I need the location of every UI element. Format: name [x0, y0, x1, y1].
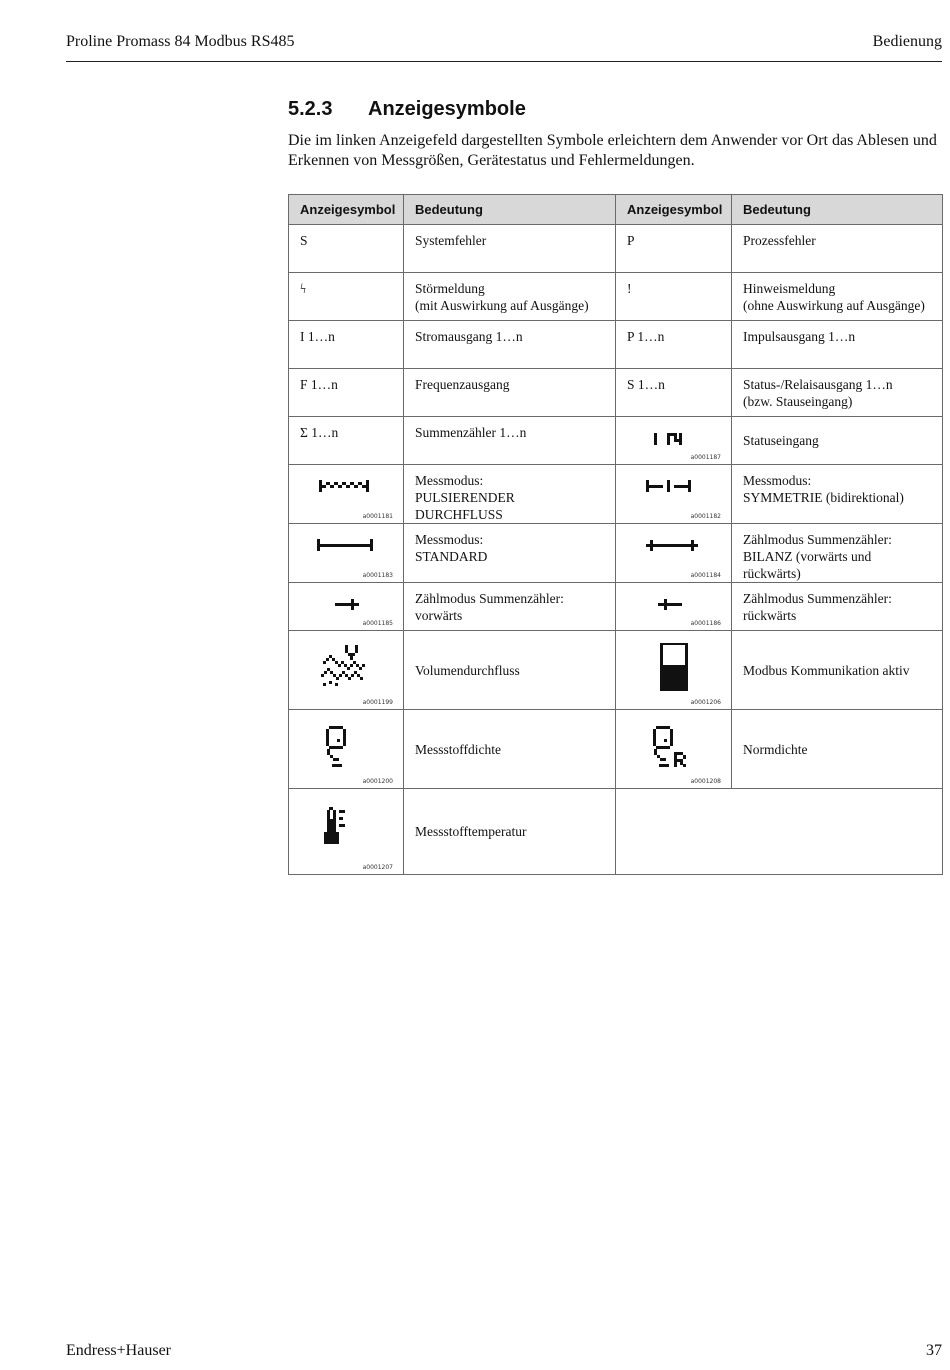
symmetry-icon [642, 474, 702, 500]
meaning-value: rückwärts [743, 608, 797, 623]
symbol-icon-cell [289, 465, 404, 524]
column-header: Bedeutung [732, 195, 943, 225]
meaning-note: (bzw. Stauseingang) [743, 394, 853, 409]
symbol-icon-cell [616, 710, 732, 789]
symbol-icon-cell [616, 465, 732, 524]
table-row [289, 273, 943, 321]
symbol-cell: S 1…n [616, 369, 732, 417]
meaning-text: Prozessfehler [743, 233, 816, 248]
symbol-cell: P 1…n [616, 321, 732, 369]
meaning-cell [732, 465, 943, 524]
meaning-cell [404, 369, 616, 417]
meaning-text: Zählmodus Summenzähler: [743, 532, 892, 547]
meaning-text: Störmeldung [415, 281, 485, 296]
status-input-icon [642, 426, 696, 452]
symbol-icon-cell [616, 583, 732, 631]
meaning-cell [732, 524, 943, 583]
meaning-cell [404, 321, 616, 369]
balance-counter-icon [642, 533, 702, 559]
symbol-cell: S [289, 225, 404, 273]
table-row [289, 465, 943, 524]
table-row [289, 789, 943, 875]
figure-code: a0001200 [362, 778, 393, 785]
symbol-icon-cell [289, 631, 404, 710]
symbol-cell: ϟ [289, 273, 404, 321]
section-heading [288, 98, 526, 121]
pulsating-flow-icon [315, 474, 375, 500]
meaning-cell [732, 321, 943, 369]
empty-cell [616, 789, 943, 875]
backward-counter-icon [642, 592, 702, 618]
meaning-text: Impulsausgang 1…n [743, 329, 856, 344]
meaning-cell [404, 465, 616, 524]
meaning-cell [404, 273, 616, 321]
meaning-cell: Summenzähler 1…n [404, 417, 616, 465]
meaning-text: Status-/Relaisausgang 1…n [743, 377, 893, 392]
reference-density-icon [646, 722, 706, 774]
fluid-density-icon [319, 722, 371, 774]
figure-code: a0001187 [690, 454, 721, 461]
symbol-icon-cell [289, 524, 404, 583]
meaning-value: STANDARD [415, 549, 488, 564]
volume-flow-icon [319, 643, 371, 691]
meaning-text: Systemfehler [415, 233, 487, 248]
meaning-cell [732, 369, 943, 417]
figure-code: a0001185 [362, 620, 393, 627]
figure-code: a0001207 [362, 864, 393, 871]
meaning-cell: Statuseingang [732, 417, 943, 465]
fluid-temperature-icon [319, 801, 371, 853]
meaning-value: BILANZ (vorwärts und rückwärts) [743, 549, 872, 581]
meaning-text: Hinweismeldung [743, 281, 836, 296]
display-symbols-table [288, 194, 943, 875]
meaning-cell: Messstoffdichte [404, 710, 616, 789]
symbol-cell: P [616, 225, 732, 273]
meaning-note: (mit Auswirkung auf Ausgänge) [415, 298, 589, 313]
meaning-text: Messmodus: [415, 532, 484, 547]
section-title: Anzeigesymbole [368, 98, 526, 120]
meaning-cell [732, 273, 943, 321]
figure-code: a0001186 [690, 620, 721, 627]
meaning-cell [732, 583, 943, 631]
meaning-text: Messmodus: [415, 473, 484, 488]
meaning-cell: Normdichte [732, 710, 943, 789]
symbol-icon-cell [616, 631, 732, 710]
figure-code: a0001181 [362, 513, 393, 520]
meaning-cell: Modbus Kommunikation aktiv [732, 631, 943, 710]
table-row [289, 631, 943, 710]
intro-paragraph: Die im linken Anzeigefeld dargestellten Symbole erleichtern dem Anwender vor Ort das Ablesen und Erkennen von Messgrößen, Gerätestatus und Fehlermeldungen. [288, 132, 937, 169]
meaning-note: (ohne Auswirkung auf Ausgänge) [743, 298, 925, 313]
meaning-text: Stromausgang 1…n [415, 329, 523, 344]
meaning-cell [404, 225, 616, 273]
symbol-cell: F 1…n [289, 369, 404, 417]
meaning-text: Messmodus: [743, 473, 812, 488]
meaning-cell: Volumendurchfluss [404, 631, 616, 710]
header-title: Proline Promass 84 Modbus RS485 [66, 33, 295, 50]
meaning-text: Zählmodus Summenzähler: [743, 591, 892, 606]
column-header: Anzeigesymbol [289, 195, 404, 225]
meaning-value: SYMMETRIE (bidirektional) [743, 490, 904, 505]
page-number: 37 [926, 1342, 942, 1359]
meaning-cell [732, 225, 943, 273]
section-number: 5.2.3 [288, 98, 333, 120]
meaning-value: vorwärts [415, 608, 463, 623]
modbus-active-icon [646, 643, 698, 703]
meaning-cell [404, 583, 616, 631]
figure-code: a0001208 [690, 778, 721, 785]
figure-code: a0001182 [690, 513, 721, 520]
table-row [289, 417, 943, 465]
table-row [289, 583, 943, 631]
symbol-cell: Σ 1…n [289, 417, 404, 465]
standard-mode-icon [315, 533, 375, 559]
figure-code: a0001199 [362, 699, 393, 706]
meaning-text: Zählmodus Summenzähler: [415, 591, 564, 606]
symbol-icon-cell [616, 524, 732, 583]
meaning-cell [404, 524, 616, 583]
symbol-cell: I 1…n [289, 321, 404, 369]
page-header [66, 30, 942, 62]
meaning-value: PULSIERENDER DURCHFLUSS [415, 490, 515, 522]
table-row [289, 321, 943, 369]
table-header-row [289, 195, 943, 225]
symbol-icon-cell [289, 789, 404, 875]
figure-code: a0001184 [690, 572, 721, 579]
forward-counter-icon [315, 592, 375, 618]
symbol-icon-cell [289, 583, 404, 631]
footer-company: Endress+Hauser [66, 1342, 171, 1359]
meaning-text: Frequenzausgang [415, 377, 510, 392]
header-chapter: Bedienung [872, 33, 942, 50]
symbol-icon-cell [289, 710, 404, 789]
column-header: Anzeigesymbol [616, 195, 732, 225]
table-row [289, 524, 943, 583]
symbol-cell: ! [616, 273, 732, 321]
meaning-cell: Messstofftemperatur [404, 789, 616, 875]
column-header: Bedeutung [404, 195, 616, 225]
figure-code: a0001206 [690, 699, 721, 706]
table-row [289, 225, 943, 273]
table-row [289, 710, 943, 789]
table-row [289, 369, 943, 417]
symbol-icon-cell [616, 417, 732, 465]
figure-code: a0001183 [362, 572, 393, 579]
